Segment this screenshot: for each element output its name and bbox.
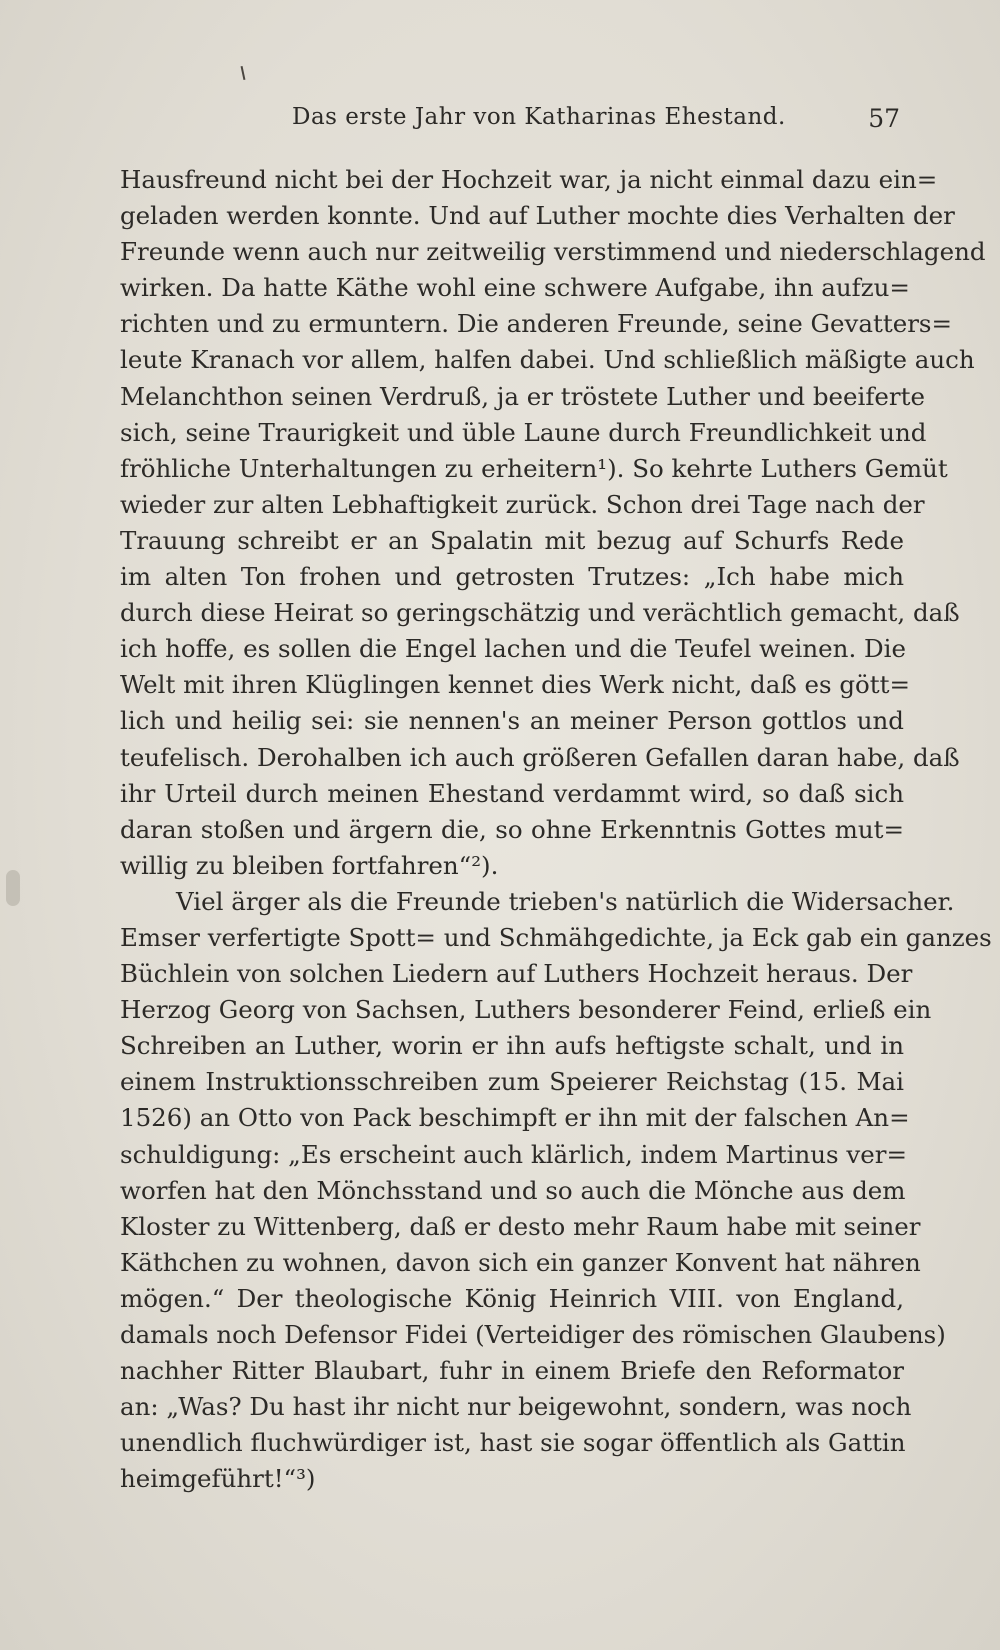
text-line: wirken. Da hatte Käthe wohl eine schwere Aufgabe, ihn aufzu= xyxy=(120,273,910,303)
text-line: sich, seine Traurigkeit und üble Laune durch Freundlichkeit und xyxy=(120,417,927,447)
text-line: willig zu bleiben fortfahren“²). xyxy=(120,850,499,880)
running-head xyxy=(120,104,900,140)
text-line: Schreiben an Luther, worin er ihn aufs heftigste schalt, und in xyxy=(120,1031,904,1061)
text-line: leute Kranach vor allem, halfen dabei. Und schließlich mäßigte auch xyxy=(120,345,975,375)
ink-speck xyxy=(241,66,246,80)
text-line: richten und zu ermuntern. Die anderen Freunde, seine Gevatters= xyxy=(120,309,953,339)
text-line: Emser verfertigte Spott= und Schmähgedichte, ja Eck gab ein ganzes xyxy=(120,922,992,952)
text-line: mögen.“ Der theologische König Heinrich VIII. von England, xyxy=(120,1283,904,1313)
text-line: teufelisch. Derohalben ich auch größeren Gefallen daran habe, daß xyxy=(120,742,960,772)
text-line: geladen werden konnte. Und auf Luther mochte dies Verhalten der xyxy=(120,201,955,231)
text-line: Freunde wenn auch nur zeitweilig verstimmend und niederschlagend xyxy=(120,237,986,267)
text-line: nachher Ritter Blaubart, fuhr in einem Briefe den Reformator xyxy=(120,1356,904,1386)
page-number: 57 xyxy=(868,104,900,133)
text-line: ihr Urteil durch meinen Ehestand verdammt wird, so daß sich xyxy=(120,778,904,808)
text-line: 1526) an Otto von Pack beschimpft er ihn mit der falschen An= xyxy=(120,1103,910,1133)
text-line: ich hoffe, es sollen die Engel lachen und die Teufel weinen. Die xyxy=(120,634,906,664)
text-line: an: „Was? Du hast ihr nicht nur beigewohnt, sondern, was noch xyxy=(120,1392,912,1422)
text-line: heimgeführt!“³) xyxy=(120,1464,316,1494)
text-line: fröhliche Unterhaltungen zu erheitern¹). So kehrte Luthers Gemüt xyxy=(120,453,948,483)
text-line: Viel ärger als die Freunde trieben's natürlich die Widersacher. xyxy=(176,886,955,916)
text-line: damals noch Defensor Fidei (Verteidiger des römischen Glaubens) xyxy=(120,1320,946,1349)
running-title: Das erste Jahr von Katharinas Ehestand. xyxy=(292,104,786,130)
text-line: Büchlein von solchen Liedern auf Luthers Hochzeit heraus. Der xyxy=(120,959,913,989)
text-line: Melanchthon seinen Verdruß, ja er tröstete Luther und beeiferte xyxy=(120,381,925,411)
text-line: unendlich fluchwürdiger ist, hast sie sogar öffentlich als Gattin xyxy=(120,1428,906,1458)
text-line: schuldigung: „Es erscheint auch klärlich, indem Martinus ver= xyxy=(120,1139,907,1169)
text-line: Welt mit ihren Klüglingen kennet dies Werk nicht, daß es gött= xyxy=(120,670,910,700)
text-line: im alten Ton frohen und getrosten Trutzes: „Ich habe mich xyxy=(120,562,904,592)
text-line: lich und heilig sei: sie nennen's an meiner Person gottlos und xyxy=(120,706,904,736)
page-edge-mark xyxy=(6,870,20,906)
text-line: Käthchen zu wohnen, davon sich ein ganzer Konvent hat nähren xyxy=(120,1247,921,1277)
text-line: durch diese Heirat so geringschätzig und verächtlich gemacht, daß xyxy=(120,598,960,628)
text-line: Herzog Georg von Sachsen, Luthers besonderer Feind, erließ ein xyxy=(120,995,932,1025)
text-line: worfen hat den Mönchsstand und so auch die Mönche aus dem xyxy=(120,1175,906,1205)
text-line: einem Instruktionsschreiben zum Speierer Reichstag (15. Mai xyxy=(120,1067,904,1097)
body-text xyxy=(120,162,992,1497)
text-line: Trauung schreibt er an Spalatin mit bezug auf Schurfs Rede xyxy=(120,525,904,555)
text-line: daran stoßen und ärgern die, so ohne Erkenntnis Gottes mut= xyxy=(120,814,904,844)
text-line: Hausfreund nicht bei der Hochzeit war, ja nicht einmal dazu ein= xyxy=(120,165,938,194)
text-line: Kloster zu Wittenberg, daß er desto mehr Raum habe mit seiner xyxy=(120,1211,921,1241)
text-line: wieder zur alten Lebhaftigkeit zurück. Schon drei Tage nach der xyxy=(120,489,925,519)
